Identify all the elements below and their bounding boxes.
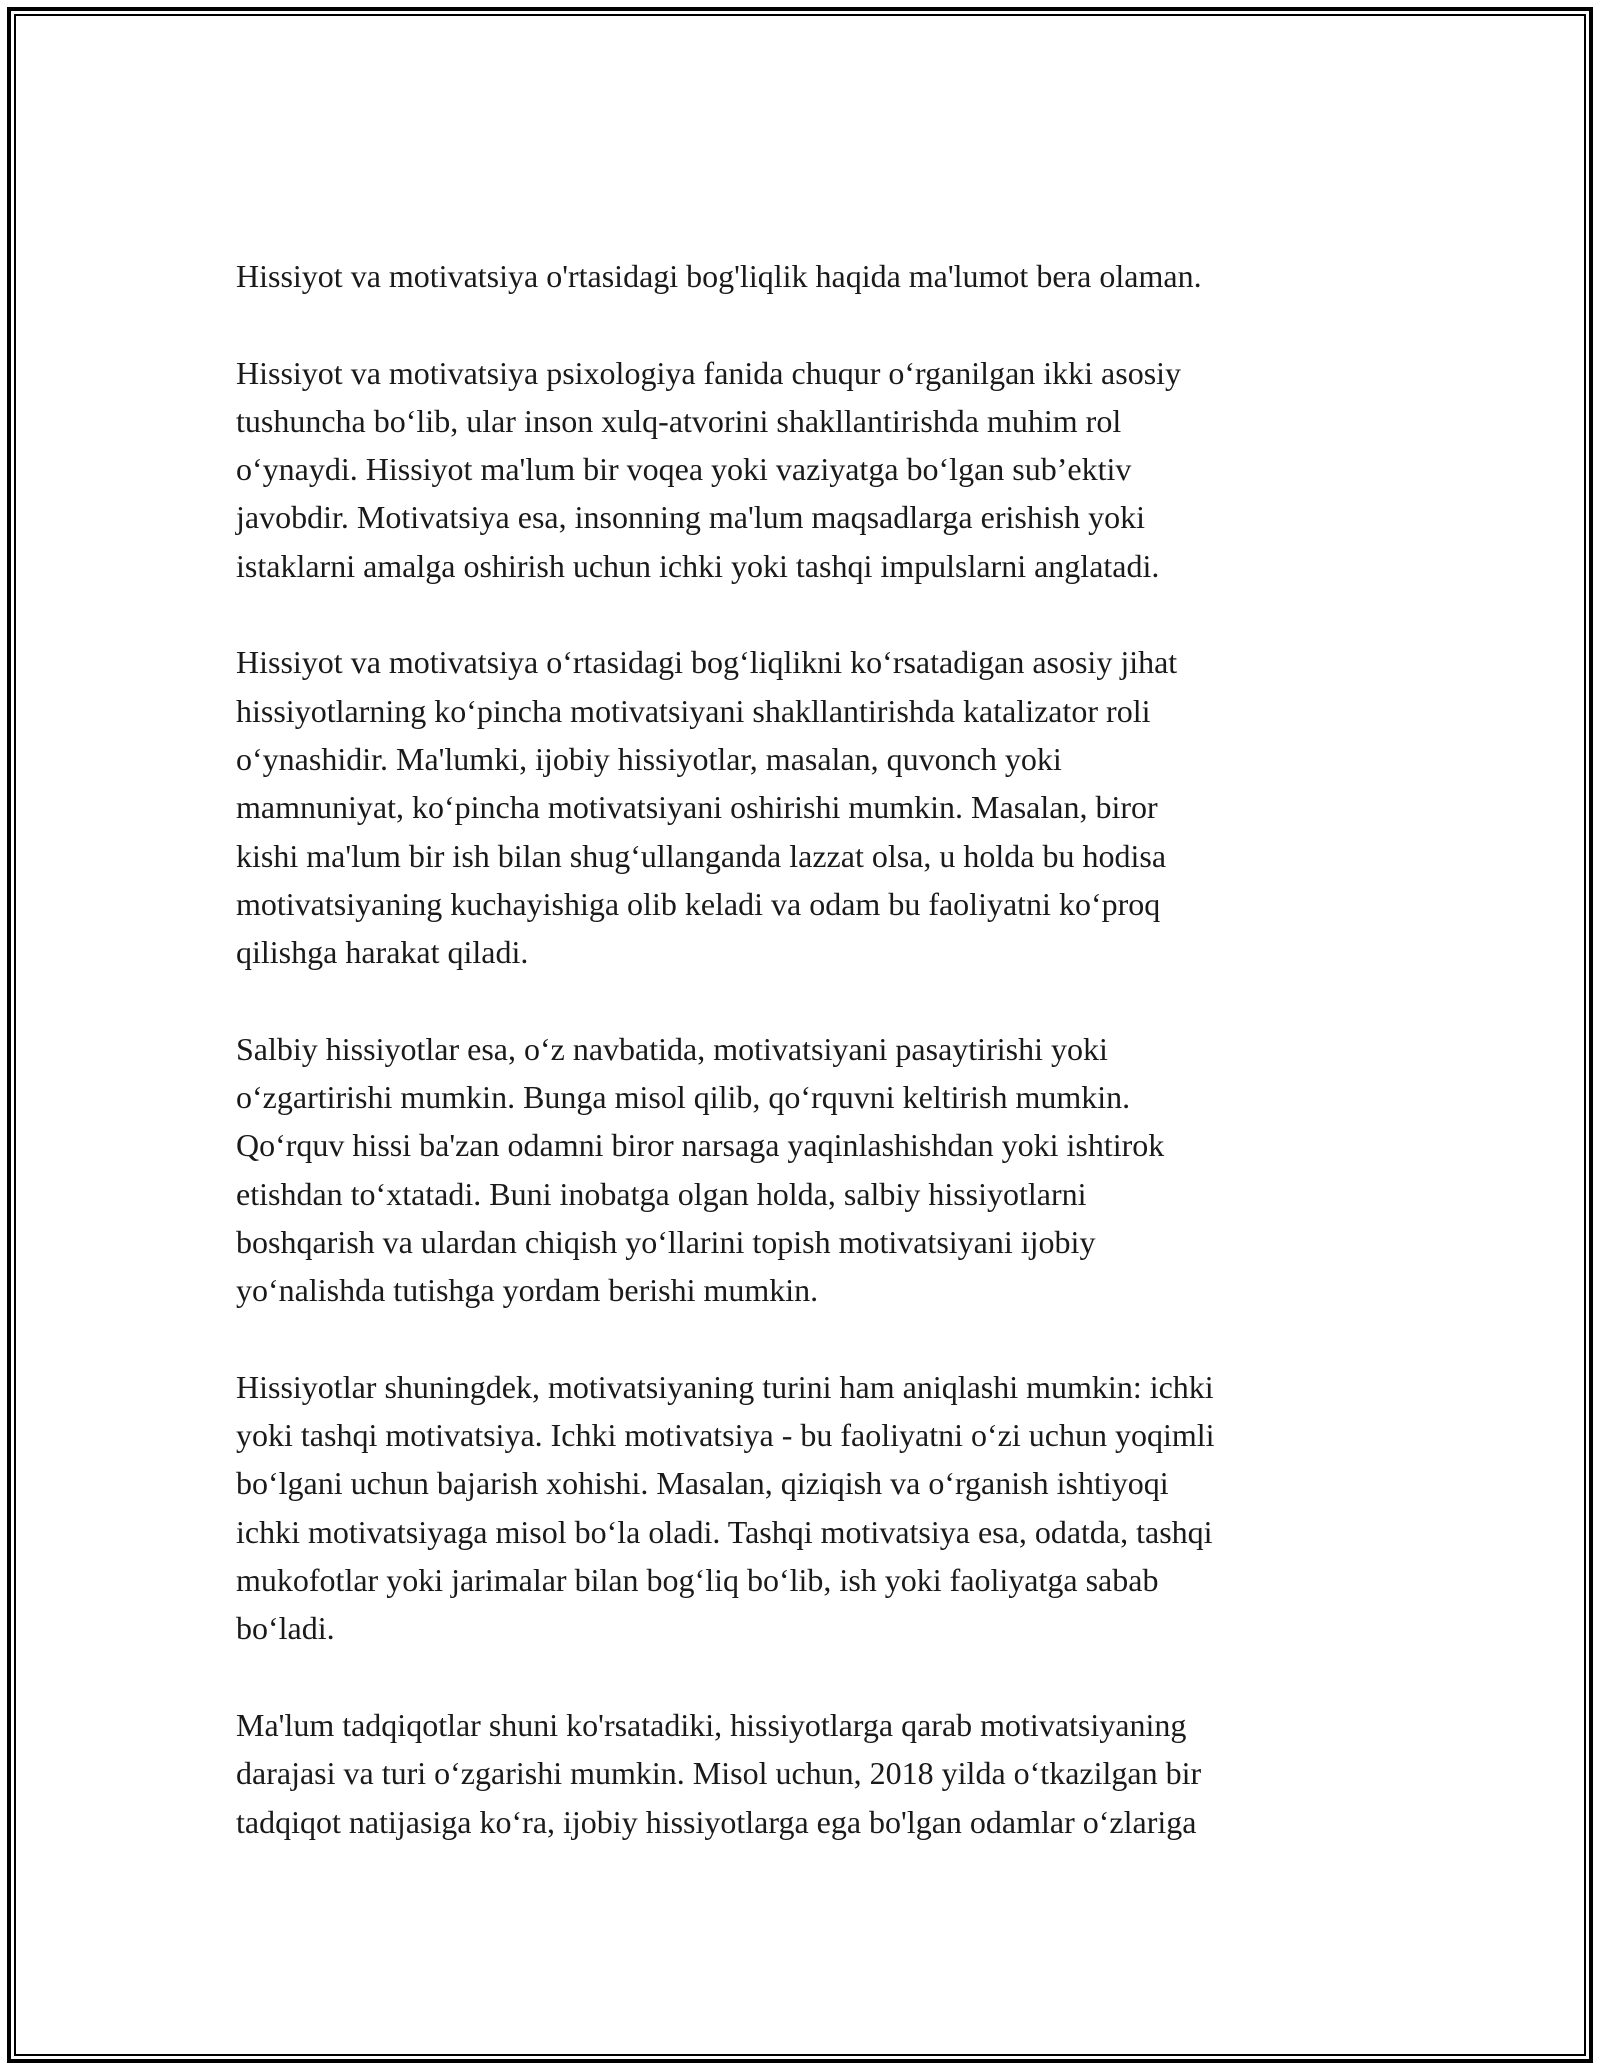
paragraph-intro — [236, 252, 1366, 300]
text-line: boshqarish va ulardan chiqish yo‘llarini topish motivatsiyani ijobiy — [236, 1223, 1096, 1260]
text-line: o‘ynashidir. Ma'lumki, ijobiy hissiyotlar, masalan, quvonch yoki — [236, 740, 1062, 777]
text-line: o‘zgartirishi mumkin. Bunga misol qilib, qo‘rquvni keltirish mumkin. — [236, 1079, 1131, 1116]
text-line: kishi ma'lum bir ish bilan shug‘ullanganda lazzat olsa, u holda bu hodisa — [236, 837, 1167, 874]
text-line: bo‘lgani uchun bajarish xohishi. Masalan, qiziqish va o‘rganish ishtiyoqi — [236, 1465, 1169, 1502]
text-line: hissiyotlarning ko‘pincha motivatsiyani shakllantirishda katalizator roli — [236, 692, 1151, 729]
text-line: darajasi va turi o‘zgarishi mumkin. Misol uchun, 2018 yilda o‘tkazilgan bir — [236, 1755, 1202, 1792]
text-line: Hissiyot va motivatsiya psixologiya fanida chuqur o‘rganilgan ikki asosiy — [236, 354, 1182, 391]
text-line: Salbiy hissiyotlar esa, o‘z navbatida, motivatsiyani pasaytirishi yoki — [236, 1030, 1108, 1067]
paragraph-definitions — [236, 349, 1366, 590]
text-line: mamnuniyat, ko‘pincha motivatsiyani oshirishi mumkin. Masalan, biror — [236, 789, 1158, 826]
text-line: yo‘nalishda tutishga yordam berishi mumkin. — [236, 1272, 819, 1309]
text-line: tushuncha bo‘lib, ular inson xulq-atvorini shakllantirishda muhim rol — [236, 402, 1122, 439]
text-line: Hissiyot va motivatsiya o'rtasidagi bog'liqlik haqida ma'lumot bera olaman. — [236, 258, 1202, 294]
text-line: Qo‘rquv hissi ba'zan odamni biror narsaga yaqinlashishdan yoki ishtirok — [236, 1127, 1165, 1164]
text-line: etishdan to‘xtatadi. Buni inobatga olgan holda, salbiy hissiyotlarni — [236, 1175, 1087, 1212]
text-line: motivatsiyaning kuchayishiga olib keladi va odam bu faoliyatni ko‘proq — [236, 885, 1161, 922]
text-line: ichki motivatsiyaga misol bo‘la oladi. Tashqi motivatsiya esa, odatda, tashqi — [236, 1513, 1213, 1550]
text-line: Hissiyotlar shuningdek, motivatsiyaning turini ham aniqlashi mumkin: ichki — [236, 1368, 1214, 1405]
text-line: istaklarni amalga oshirish uchun ichki yoki tashqi impulslarni anglatadi. — [236, 547, 1160, 584]
paragraph-negative-emotions — [236, 1025, 1366, 1315]
text-line: Ma'lum tadqiqotlar shuni ko'rsatadiki, hissiyotlarga qarab motivatsiyaning — [236, 1706, 1187, 1743]
paragraph-motivation-types — [236, 1363, 1366, 1653]
paragraph-positive-emotions — [236, 638, 1366, 976]
text-line: bo‘ladi. — [236, 1610, 335, 1647]
document-body — [236, 252, 1366, 1894]
text-line: Hissiyot va motivatsiya o‘rtasidagi bog‘liqlikni ko‘rsatadigan asosiy jihat — [236, 644, 1178, 681]
text-line: javobdir. Motivatsiya esa, insonning ma'lum maqsadlarga erishish yoki — [236, 499, 1146, 536]
text-line: tadqiqot natijasiga ko‘ra, ijobiy hissiyotlarga ega bo'lgan odamlar o‘zlariga — [236, 1803, 1197, 1840]
paragraph-research — [236, 1701, 1366, 1846]
text-line: mukofotlar yoki jarimalar bilan bog‘liq bo‘lib, ish yoki faoliyatga sabab — [236, 1562, 1159, 1599]
text-line: o‘ynaydi. Hissiyot ma'lum bir voqea yoki vaziyatga bo‘lgan sub’ektiv — [236, 451, 1132, 488]
text-line: qilishga harakat qiladi. — [236, 934, 529, 971]
text-line: yoki tashqi motivatsiya. Ichki motivatsiya - bu faoliyatni o‘zi uchun yoqimli — [236, 1417, 1215, 1454]
